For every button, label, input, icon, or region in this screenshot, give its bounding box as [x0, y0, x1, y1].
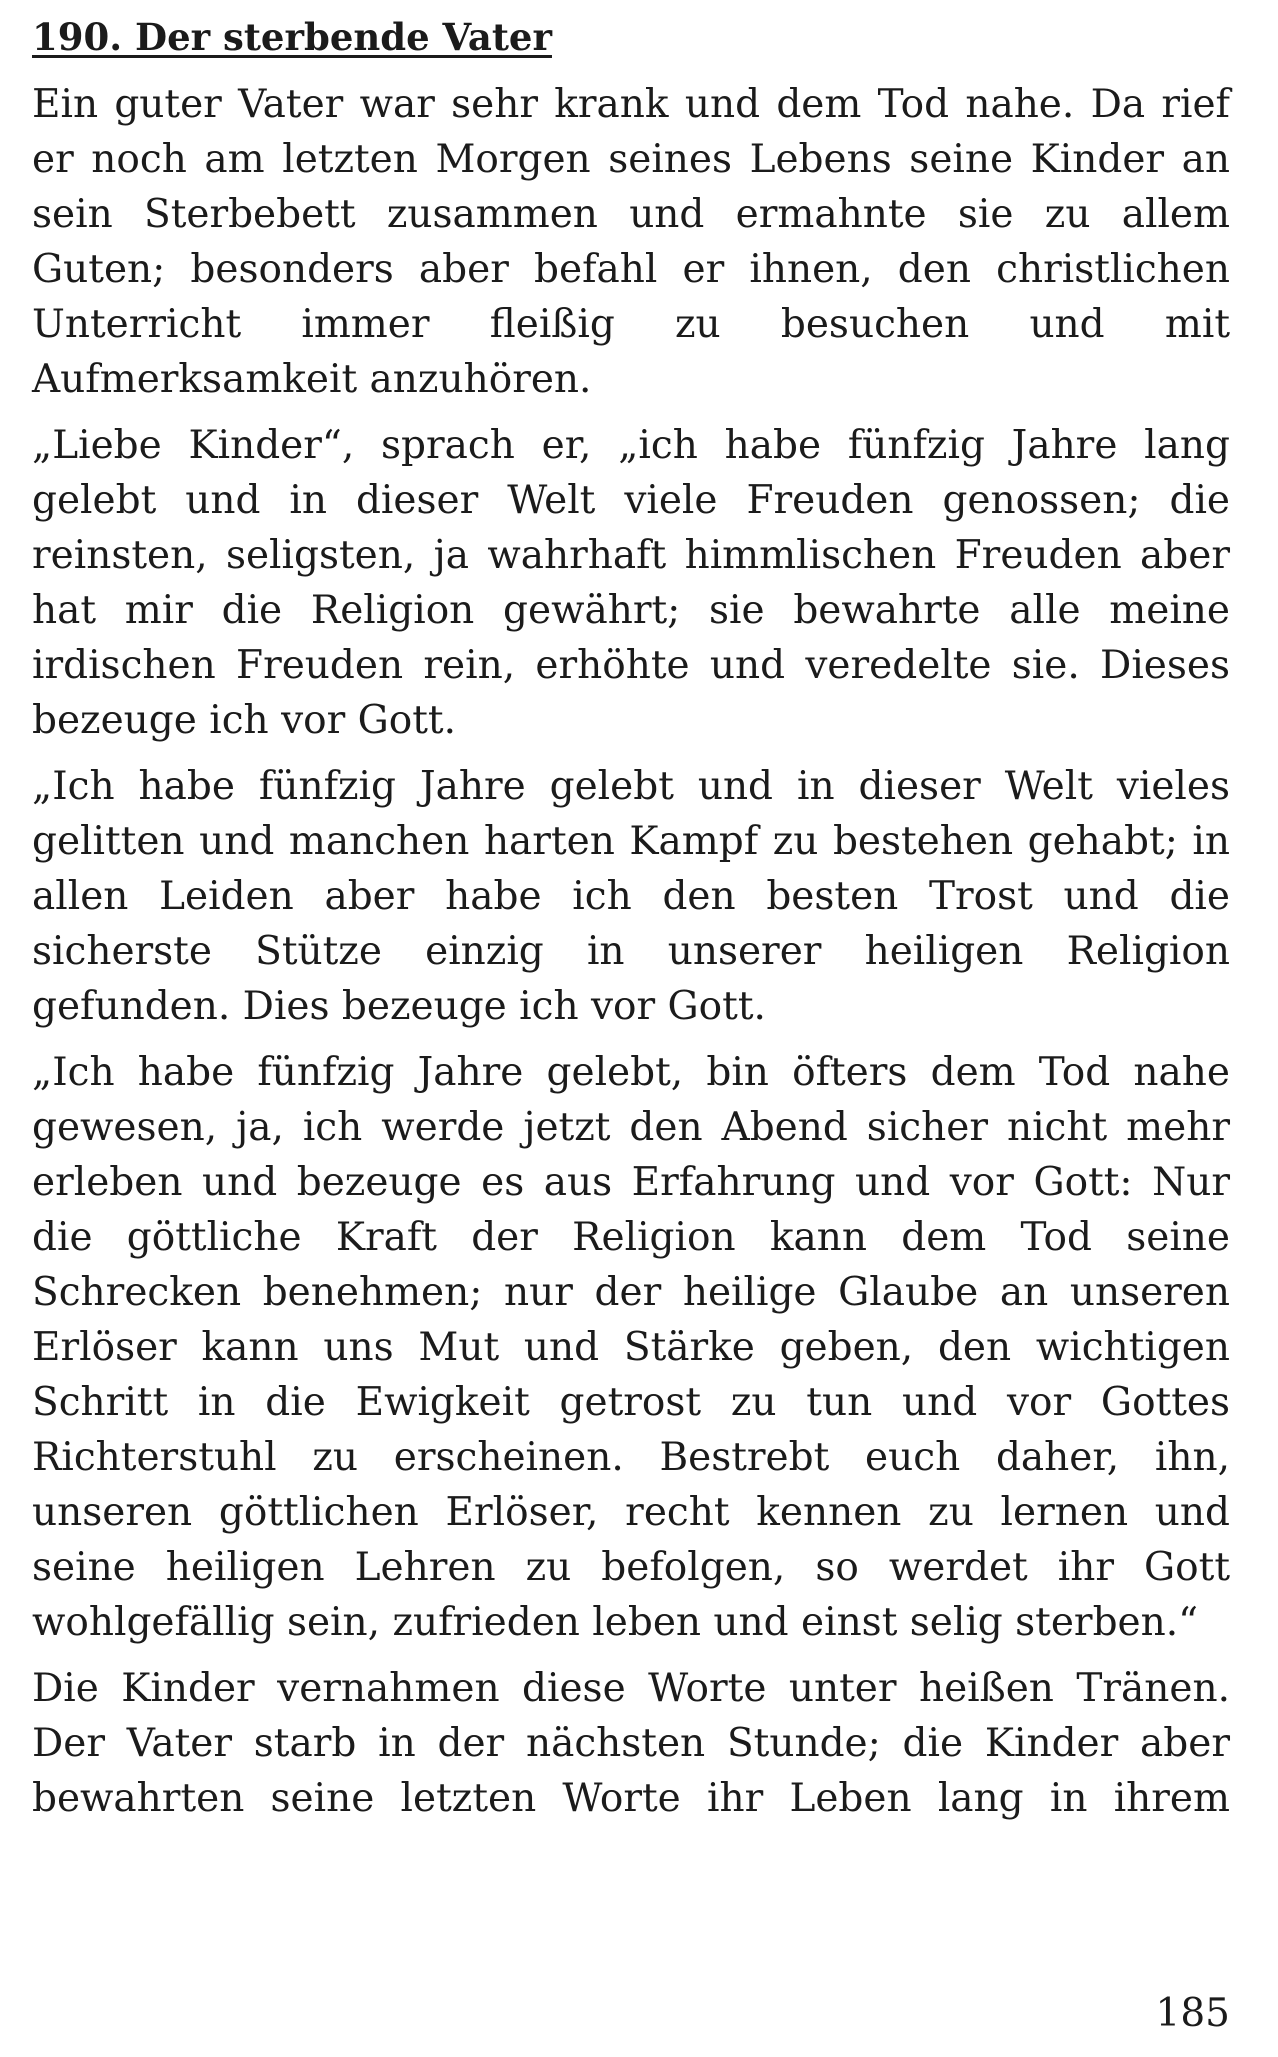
- book-page: [32, 10, 1230, 1837]
- paragraph-sufferings: „Ich habe fünfzig Jahre gelebt und in dieser Welt vieles gelitten und manchen harten Kampf zu bestehen gehabt; in allen Leiden aber habe ich den besten Trost und die sicherste Stütze einzig in unserer heiligen Religion gefunden. Dies bezeuge ich vor Gott.: [32, 764, 1230, 1029]
- chapter-title: 190. Der sterbende Vater: [32, 15, 552, 59]
- paragraph-death: „Ich habe fünfzig Jahre gelebt, bin öfters dem Tod nahe gewesen, ja, ich werde jetzt den Abend sicher nicht mehr erleben und bezeuge es aus Erfahrung und vor Gott: Nur die göttliche Kraft der Religion kann dem Tod seine Schrecken benehmen; nur der heilige Glaube an unseren Erlöser kann uns Mut und Stärke geben, den wichtigen Schritt in die Ewigkeit getrost zu tun und vor Gottes Richterstuhl zu erscheinen. Bestrebt euch daher, ihn, unseren göttlichen Erlöser, recht kennen zu lernen und seine heiligen Lehren zu befolgen, so werdet ihr Gott wohlgefällig sein, zufrieden leben und einst selig sterben.“: [32, 1050, 1230, 1645]
- paragraph-ending: Die Kinder vernahmen diese Worte unter heißen Tränen. Der Vater starb in der nächsten Stunde; die Kinder aber bewahrten seine letzten Worte ihr Leben lang in ihrem: [32, 1666, 1230, 1821]
- paragraph-joys: „Liebe Kinder“, sprach er, „ich habe fünfzig Jahre lang gelebt und in dieser Welt viele Freuden genossen; die reinsten, seligsten, ja wahrhaft himmlischen Freuden aber hat mir die Religion gewährt; sie bewahrte alle meine irdischen Freuden rein, erhöhte und veredelte sie. Dieses bezeuge ich vor Gott.: [32, 423, 1230, 743]
- page-number: 185: [1155, 1991, 1230, 2036]
- paragraph-intro: Ein guter Vater war sehr krank und dem Tod nahe. Da rief er noch am letzten Morgen seines Lebens seine Kinder an sein Sterbebett zusammen und ermahnte sie zu allem Guten; besonders aber befahl er ihnen, den christlichen Unterricht immer fleißig zu besuchen und mit Aufmerksamkeit anzuhören.: [32, 82, 1230, 402]
